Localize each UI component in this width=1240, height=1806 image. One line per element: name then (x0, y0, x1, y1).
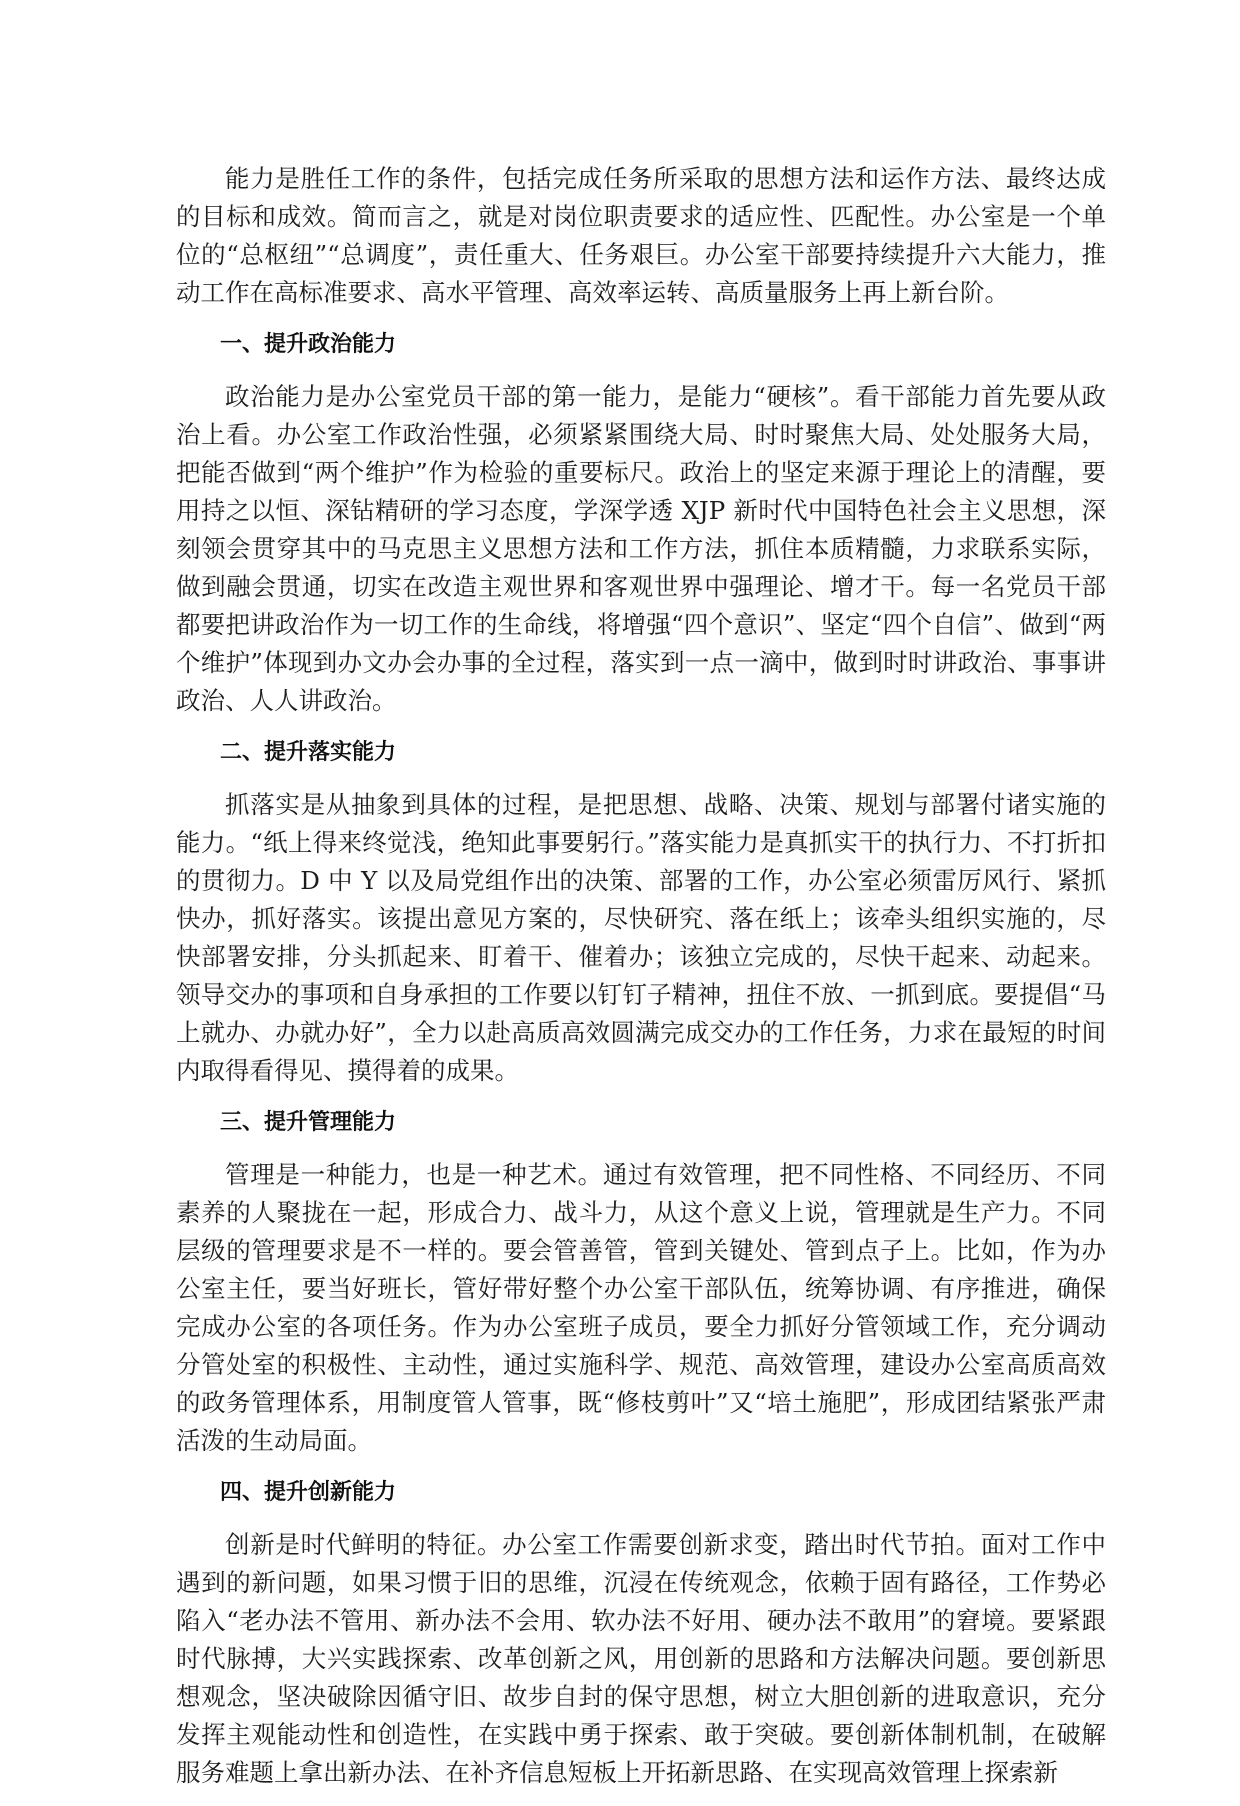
section-body-management: 管理是一种能力，也是一种艺术。通过有效管理，把不同性格、不同经历、不同素养的人聚拢在一起，形成合力、战斗力，从这个意义上说，管理就是生产力。不同层级的管理要求是不一样的。要会管善管，管到关键处、管到点子上。比如，作为办公室主任，要当好班长，管好带好整个办公室干部队伍，统筹协调、有序推进，确保完成办公室的各项任务。作为办公室班子成员，要全力抓好分管领域工作，充分调动分管处室的积极性、主动性，通过实施科学、规范、高效管理，建设办公室高质高效的政务管理体系，用制度管人管事，既“修枝剪叶”又“培土施肥”，形成团结紧张严肃活泼的生动局面。 (176, 1160, 1106, 1455)
section-heading-political: 一、提升政治能力 (220, 332, 397, 357)
section-heading-innovation: 四、提升创新能力 (220, 1480, 397, 1505)
section-heading-management: 三、提升管理能力 (220, 1110, 397, 1135)
section-body-innovation: 创新是时代鲜明的特征。办公室工作需要创新求变，踏出时代节拍。面对工作中遇到的新问题，如果习惯于旧的思维，沉浸在传统观念，依赖于固有路径，工作势必陷入“老办法不管用、新办法不会用、软办法不好用、硬办法不敢用”的窘境。要紧跟时代脉搏，大兴实践探索、改革创新之风，用创新的思路和方法解决问题。要创新思想观念，坚决破除因循守旧、故步自封的保守思想，树立大胆创新的进取意识，充分发挥主观能动性和创造性，在实践中勇于探索、敢于突破。要创新体制机制，在破解服务难题上拿出新办法、在补齐信息短板上开拓新思路、在实现高效管理上探索新 (176, 1530, 1106, 1787)
section-body-political: 政治能力是办公室党员干部的第一能力，是能力“硬核”。看干部能力首先要从政治上看。办公室工作政治性强，必须紧紧围绕大局、时时聚焦大局、处处服务大局，把能否做到“两个维护”作为检验的重要标尺。政治上的坚定来源于理论上的清醒，要用持之以恒、深钻精研的学习态度，学深学透 XJP 新时代中国特色社会主义思想，深刻领会贯穿其中的马克思主义思想方法和工作方法，抓住本质精髓，力求联系实际，做到融会贯通，切实在改造主观世界和客观世界中强理论、增才干。每一名党员干部都要把讲政治作为一切工作的生命线，将增强“四个意识”、坚定“四个自信”、做到“两个维护”体现到办文办会办事的全过程，落实到一点一滴中，做到时时讲政治、事事讲政治、人人讲政治。 (176, 382, 1106, 715)
section-heading-implementation: 二、提升落实能力 (220, 740, 397, 765)
document-page (176, 160, 1106, 1806)
section-body-implementation: 抓落实是从抽象到具体的过程，是把思想、战略、决策、规划与部署付诸实施的能力。“纸上得来终觉浅，绝知此事要躬行。”落实能力是真抓实干的执行力、不打折扣的贯彻力。D 中 Y 以及局党组作出的决策、部署的工作，办公室必须雷厉风行、紧抓快办，抓好落实。该提出意见方案的，尽快研究、落在纸上；该牵头组织实施的，尽快部署安排，分头抓起来、盯着干、催着办；该独立完成的，尽快干起来、动起来。领导交办的事项和自身承担的工作要以钉钉子精神，扭住不放、一抓到底。要提倡“马上就办、办就办好”，全力以赴高质高效圆满完成交办的工作任务，力求在最短的时间内取得看得见、摸得着的成果。 (176, 790, 1106, 1085)
intro-paragraph: 能力是胜任工作的条件，包括完成任务所采取的思想方法和运作方法、最终达成的目标和成效。简而言之，就是对岗位职责要求的适应性、匹配性。办公室是一个单位的“总枢纽”“总调度”，责任重大、任务艰巨。办公室干部要持续提升六大能力，推动工作在高标准要求、高水平管理、高效率运转、高质量服务上再上新台阶。 (176, 164, 1106, 307)
